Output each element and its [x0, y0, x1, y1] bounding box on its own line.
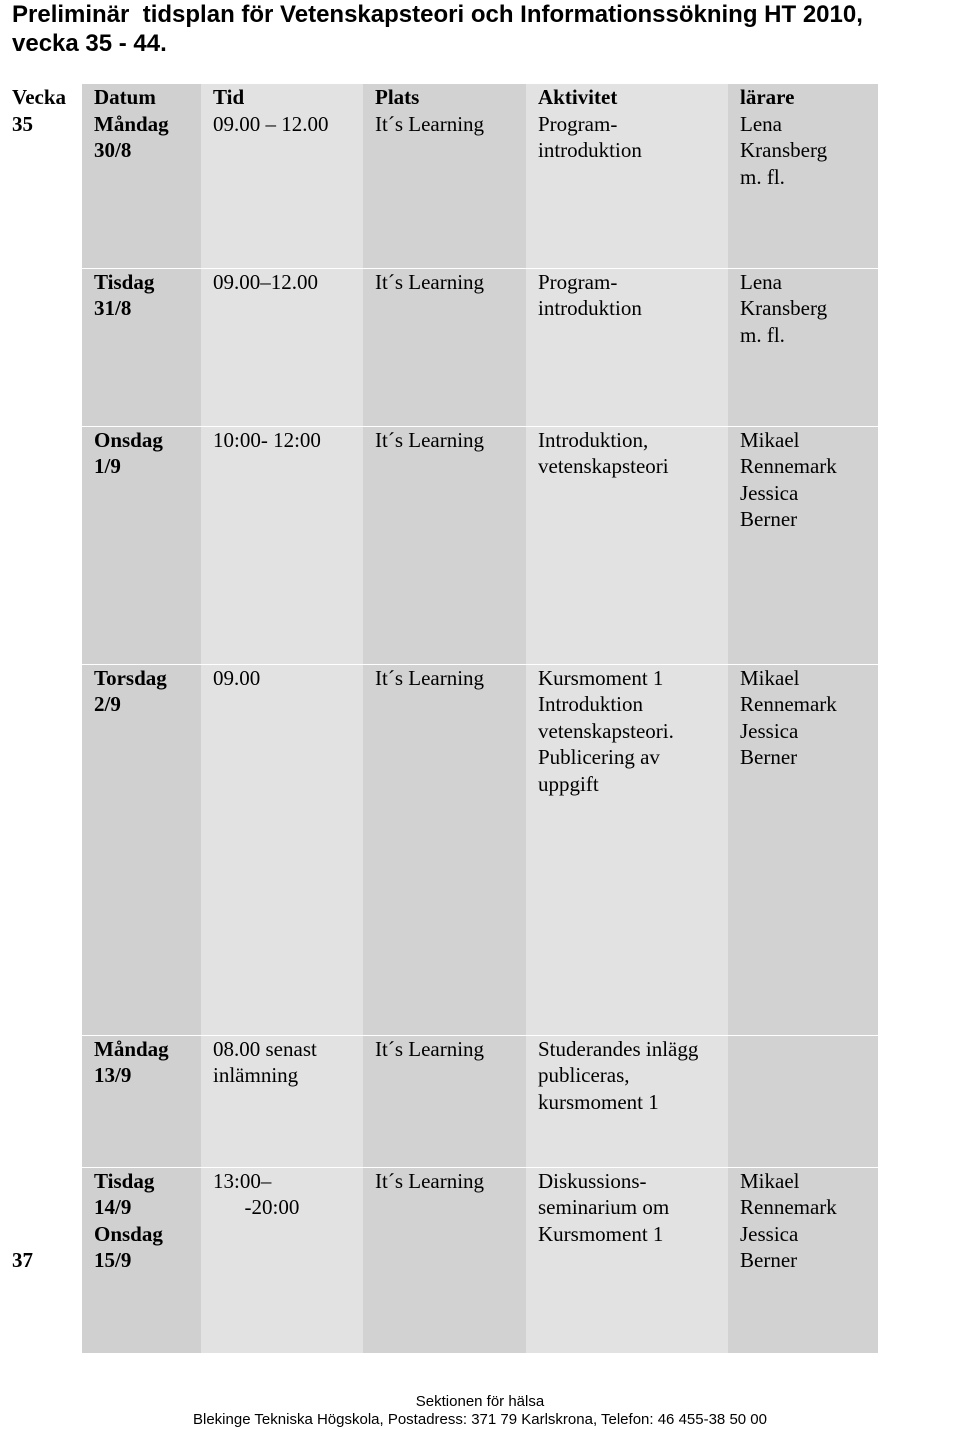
activity-cell-line: introduktion	[538, 138, 642, 162]
date-cell-line: 15/9	[94, 1248, 132, 1272]
activity-cell-line: seminarium om	[538, 1195, 670, 1219]
teacher-cell-line: Jessica	[740, 1221, 799, 1246]
date-cell	[82, 665, 201, 1035]
header-row	[0, 84, 878, 111]
week-cell	[0, 269, 82, 426]
time-cell-line: 08.00 senast	[213, 1036, 317, 1061]
place-cell-line: It´s Learning	[375, 269, 485, 294]
activity-cell-line: introduktion	[538, 296, 642, 320]
header-datum: Datum	[82, 84, 201, 111]
date-cell-line: Måndag	[94, 1036, 169, 1061]
table-row	[0, 665, 878, 1035]
teacher-cell-line: Lena	[740, 111, 782, 136]
header-aktivitet: Aktivitet	[526, 84, 728, 111]
table-row	[0, 111, 878, 268]
teacher-cell-line: Jessica	[740, 480, 799, 505]
activity-cell-line: kursmoment 1	[538, 1089, 659, 1114]
teacher-cell-line: Kransberg	[740, 296, 828, 320]
place-cell	[363, 111, 526, 268]
date-cell-line: 30/8	[94, 138, 132, 162]
date-cell	[82, 111, 201, 268]
teacher-cell-line: Rennemark	[740, 1195, 837, 1219]
activity-cell	[526, 1168, 728, 1353]
time-cell-line: inlämning	[213, 1063, 299, 1087]
week-cell	[0, 665, 82, 1035]
activity-cell	[526, 111, 728, 268]
date-cell	[82, 1168, 201, 1353]
time-cell-line: -20:00	[213, 1195, 300, 1219]
teacher-cell-line: Rennemark	[740, 692, 837, 716]
footer-address: Blekinge Tekniska Högskola, Postadress: 371 79 Karlskrona, Telefon: 46 455-38 50 00	[193, 1411, 767, 1428]
date-cell	[82, 269, 201, 426]
activity-cell-line: Introduktion	[538, 692, 643, 716]
teacher-cell-line: Berner	[740, 745, 798, 769]
activity-cell-line: Kursmoment 1	[538, 1221, 664, 1246]
title-line-2: vecka 35 - 44.	[12, 30, 167, 57]
teacher-cell	[728, 269, 878, 426]
teacher-cell-line: Lena	[740, 269, 782, 294]
teacher-cell-line: Berner	[740, 1248, 798, 1272]
schedule-table	[0, 84, 878, 1353]
header-plats: Plats	[363, 84, 526, 111]
date-cell-line: 13/9	[94, 1063, 132, 1087]
place-cell-line: It´s Learning	[375, 1168, 485, 1193]
place-cell	[363, 269, 526, 426]
table-row	[0, 427, 878, 664]
date-cell-line: Tisdag	[94, 269, 155, 294]
date-cell-line: 2/9	[94, 692, 121, 716]
date-cell-line: Torsdag	[94, 665, 167, 690]
header-larare: lärare	[728, 84, 878, 111]
activity-cell-line: Kursmoment 1	[538, 665, 664, 690]
time-cell-line: 10:00- 12:00	[213, 427, 321, 452]
date-cell-line: 31/8	[94, 296, 132, 320]
teacher-cell-line: Mikael	[740, 1168, 800, 1193]
teacher-cell	[728, 665, 878, 1035]
time-cell-line: 13:00–	[213, 1168, 272, 1193]
time-cell-line: 09.00 – 12.00	[213, 111, 329, 136]
activity-cell-line: Introduktion,	[538, 427, 649, 452]
schedule-body	[0, 111, 878, 1353]
table-row	[0, 1168, 878, 1353]
place-cell	[363, 1036, 526, 1167]
teacher-cell	[728, 111, 878, 268]
page-title	[12, 0, 952, 58]
activity-cell-line: vetenskapsteori	[538, 454, 669, 478]
activity-cell-line: Program-	[538, 111, 618, 136]
activity-cell	[526, 665, 728, 1035]
time-cell	[201, 111, 363, 268]
date-cell	[82, 427, 201, 664]
teacher-cell-line: Mikael	[740, 665, 800, 690]
activity-cell	[526, 427, 728, 664]
place-cell-line: It´s Learning	[375, 111, 485, 136]
date-cell-line: 14/9	[94, 1195, 132, 1219]
time-cell-line: 09.00	[213, 665, 261, 690]
activity-cell-line: vetenskapsteori.	[538, 718, 674, 743]
teacher-cell	[728, 427, 878, 664]
teacher-cell-line: Rennemark	[740, 454, 837, 478]
time-cell	[201, 269, 363, 426]
teacher-cell	[728, 1036, 878, 1167]
teacher-cell-line: m. fl.	[740, 322, 785, 347]
teacher-cell-line: Mikael	[740, 427, 800, 452]
header-tid: Tid	[201, 84, 363, 111]
time-cell-line: 09.00–12.00	[213, 269, 318, 294]
place-cell-line: It´s Learning	[375, 427, 485, 452]
teacher-cell-line: Berner	[740, 507, 798, 531]
date-cell-line: 1/9	[94, 454, 121, 478]
week-cell: 35	[0, 111, 82, 268]
week-cell: 37	[0, 1168, 82, 1353]
date-cell-line: Onsdag	[94, 427, 163, 452]
place-cell	[363, 665, 526, 1035]
time-cell	[201, 1168, 363, 1353]
activity-cell-line: Diskussions-	[538, 1168, 647, 1193]
week-cell	[0, 1036, 82, 1167]
date-cell	[82, 1036, 201, 1167]
header-vecka: Vecka	[0, 84, 82, 111]
place-cell-line: It´s Learning	[375, 665, 485, 690]
teacher-cell	[728, 1168, 878, 1353]
activity-cell	[526, 1036, 728, 1167]
activity-cell-line: Program-	[538, 269, 618, 294]
activity-cell-line: publiceras,	[538, 1063, 630, 1087]
teacher-cell-line: Kransberg	[740, 138, 828, 162]
date-cell-line: Onsdag	[94, 1221, 163, 1246]
table-row	[0, 269, 878, 426]
activity-cell	[526, 269, 728, 426]
time-cell	[201, 1036, 363, 1167]
time-cell	[201, 665, 363, 1035]
table-row	[0, 1036, 878, 1167]
place-cell	[363, 1168, 526, 1353]
place-cell-line: It´s Learning	[375, 1036, 485, 1061]
activity-cell-line: uppgift	[538, 771, 599, 796]
week-cell	[0, 427, 82, 664]
place-cell	[363, 427, 526, 664]
date-cell-line: Måndag	[94, 111, 169, 136]
footer-section: Sektionen för hälsa	[415, 1393, 545, 1410]
title-line-1: Preliminär tidsplan för Vetenskapsteori och Informationssökning HT 2010,	[12, 1, 863, 28]
activity-cell-line: Publicering av	[538, 745, 660, 769]
date-cell-line: Tisdag	[94, 1168, 155, 1193]
teacher-cell-line: Jessica	[740, 718, 799, 743]
teacher-cell-line: m. fl.	[740, 164, 785, 189]
activity-cell-line: Studerandes inlägg	[538, 1036, 699, 1061]
time-cell	[201, 427, 363, 664]
